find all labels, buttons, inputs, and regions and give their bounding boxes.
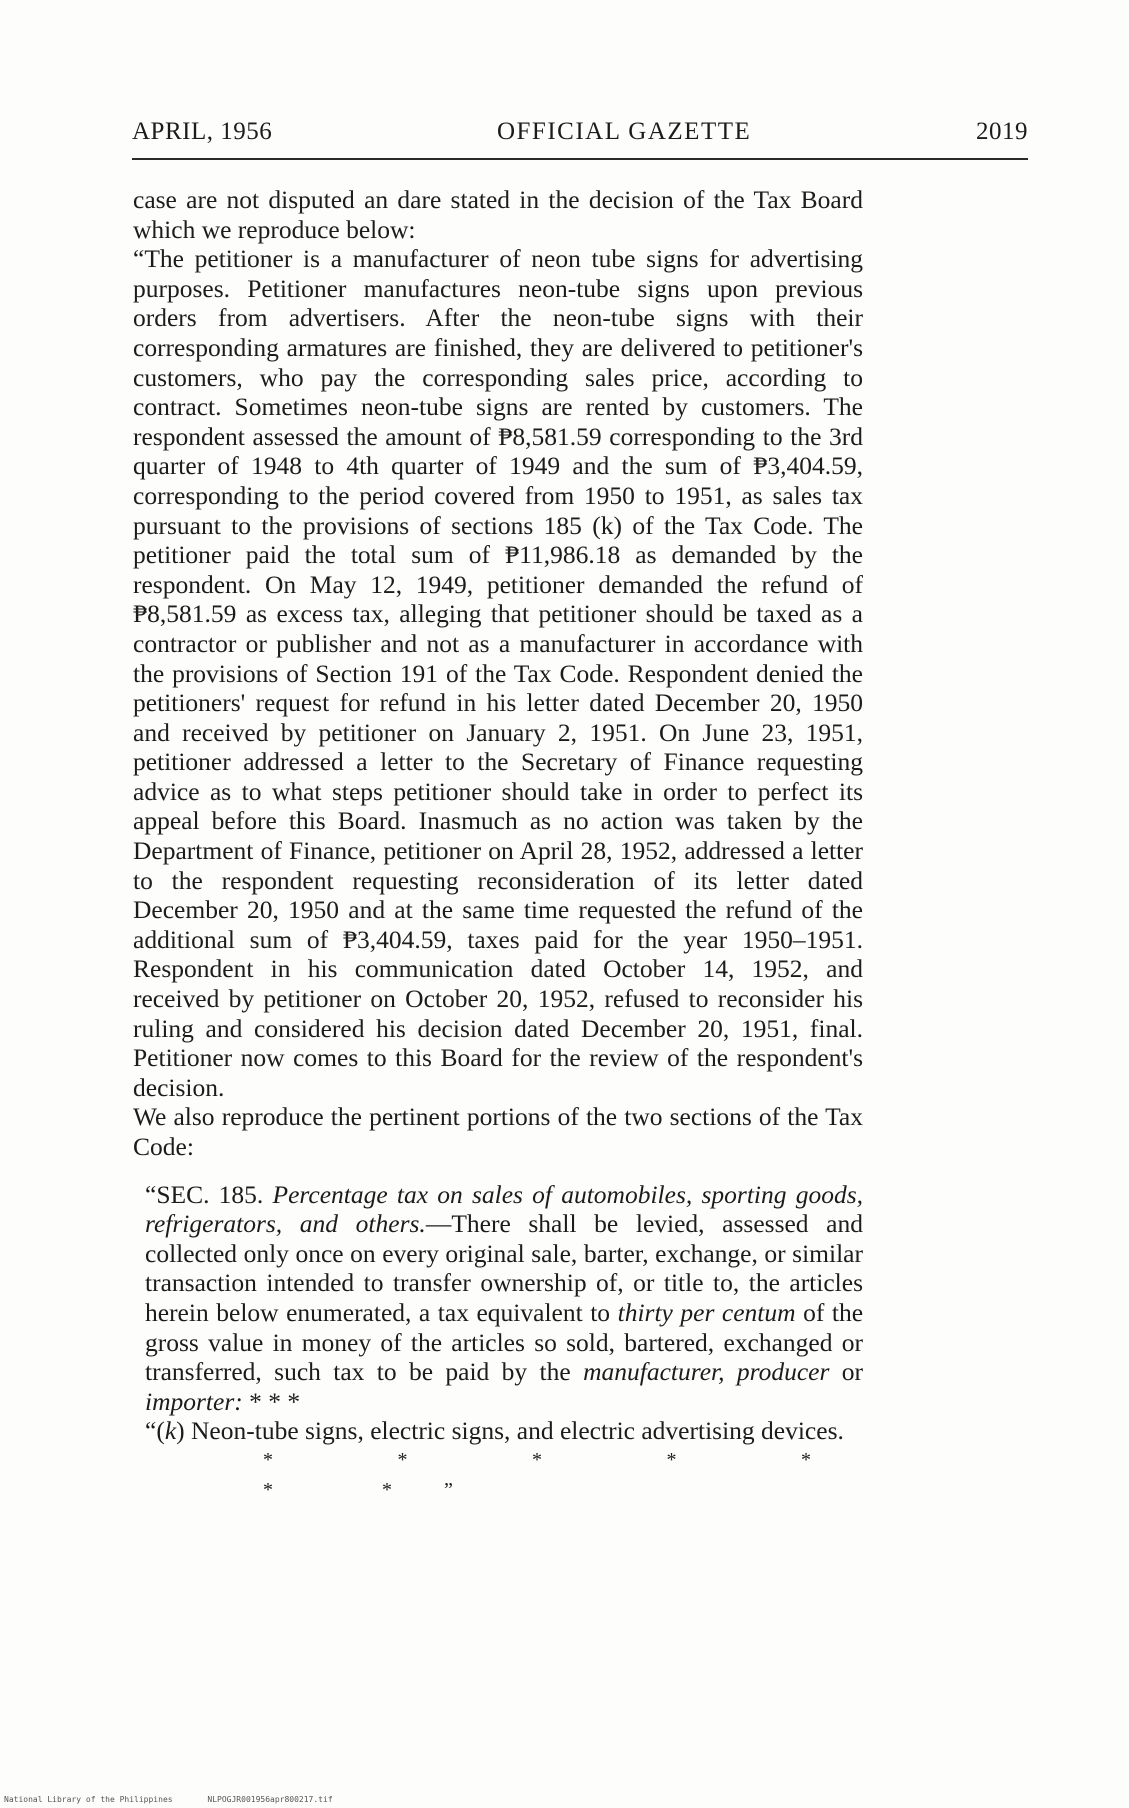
section-text-1: —There shall be levied, assessed and collected only once on every original sale, barter, exchange, or similar transaction intended to transfer ownership of, or title to, the articles herein below enumerated, a tax equivalent to bbox=[145, 1209, 863, 1327]
subsection-k-text: ) Neon-tube signs, electric signs, and electric advertising devices. bbox=[176, 1416, 844, 1446]
paragraph-sections-intro: We also reproduce the pertinent portions of the two sections of the Tax Code: bbox=[133, 1102, 863, 1161]
header-page-number: 2019 bbox=[975, 118, 1028, 145]
footer-library: National Library of the Philippines bbox=[4, 1795, 173, 1804]
page-header bbox=[132, 118, 1028, 146]
scan-footer bbox=[4, 1795, 363, 1804]
subsection-k-open: “( bbox=[145, 1416, 165, 1446]
section-stars: * * * bbox=[249, 1386, 301, 1416]
subsection-k bbox=[133, 1416, 863, 1446]
section-title: Percentage tax on sales of automobiles, sporting goods, refrigerators, and others. bbox=[145, 1179, 863, 1239]
section-lead: “SEC. 185. bbox=[145, 1179, 264, 1209]
section-185-quote bbox=[133, 1180, 863, 1417]
paragraph-intro: case are not disputed an dare stated in the decision of the Tax Board which we reproduce below: bbox=[133, 185, 863, 244]
section-importer: importer: bbox=[145, 1386, 243, 1416]
closing-stars: * * * * * * *” bbox=[263, 1448, 863, 1501]
footer-file: NLPOGJR001956apr800217.tif bbox=[207, 1795, 333, 1804]
section-rate: thirty per centum bbox=[617, 1297, 796, 1327]
body-text bbox=[133, 185, 863, 1505]
header-date: APRIL, 1956 bbox=[132, 118, 273, 145]
header-title: OFFICIAL GAZETTE bbox=[496, 118, 752, 145]
subsection-k-letter: k bbox=[164, 1416, 177, 1446]
section-payer: manufacturer, producer bbox=[583, 1357, 830, 1387]
paragraph-quote-decision: “The petitioner is a manufacturer of neon tube signs for advertising purposes. Petitioner manufactures neon-tube signs upon previous orders from advertisers. After the neon-tube signs with their corresponding armatures are finished, they are delivered to petitioner's customers, who pay the corresponding sales price, according to contract. Sometimes neon-tube signs are rented by customers. The respondent assessed the amount of ₱8,581.59 corresponding to the 3rd quarter of 1948 to 4th quarter of 1949 and the sum of ₱3,404.59, corresponding to the period covered from 1950 to 1951, as sales tax pursuant to the provisions of sections 185 (k) of the Tax Code. The petitioner paid the total sum of ₱11,986.18 as demanded by the respondent. On May 12, 1949, petitioner demanded the refund of ₱8,581.59 as excess tax, alleging that petitioner should be taxed as a contractor or publisher and not as a manufacturer in accordance with the provisions of Section 191 of the Tax Code. Respondent denied the petitioners' request for refund in his letter dated December 20, 1950 and received by petitioner on January 2, 1951. On June 23, 1951, petitioner addressed a letter to the Secretary of Finance requesting advice as to what steps petitioner should take in order to perfect its appeal before this Board. Inasmuch as no action was taken by the Department of Finance, petitioner on April 28, 1952, addressed a letter to the respondent requesting reconsideration of its letter dated December 20, 1950 and at the same time requested the refund of the additional sum of ₱3,404.59, taxes paid for the year 1950–1951. Respondent in his communication dated October 14, 1952, and received by petitioner on October 20, 1952, refused to reconsider his ruling and considered his decision dated December 20, 1951, final. Petitioner now comes to this Board for the review of the respondent's decision. bbox=[133, 244, 863, 1102]
header-rule bbox=[132, 158, 1028, 160]
section-or: or bbox=[841, 1357, 864, 1387]
section-text-2: of the gross value in money of the articles so sold, bartered, exchanged or transferred, such tax to be paid by the bbox=[145, 1297, 864, 1387]
